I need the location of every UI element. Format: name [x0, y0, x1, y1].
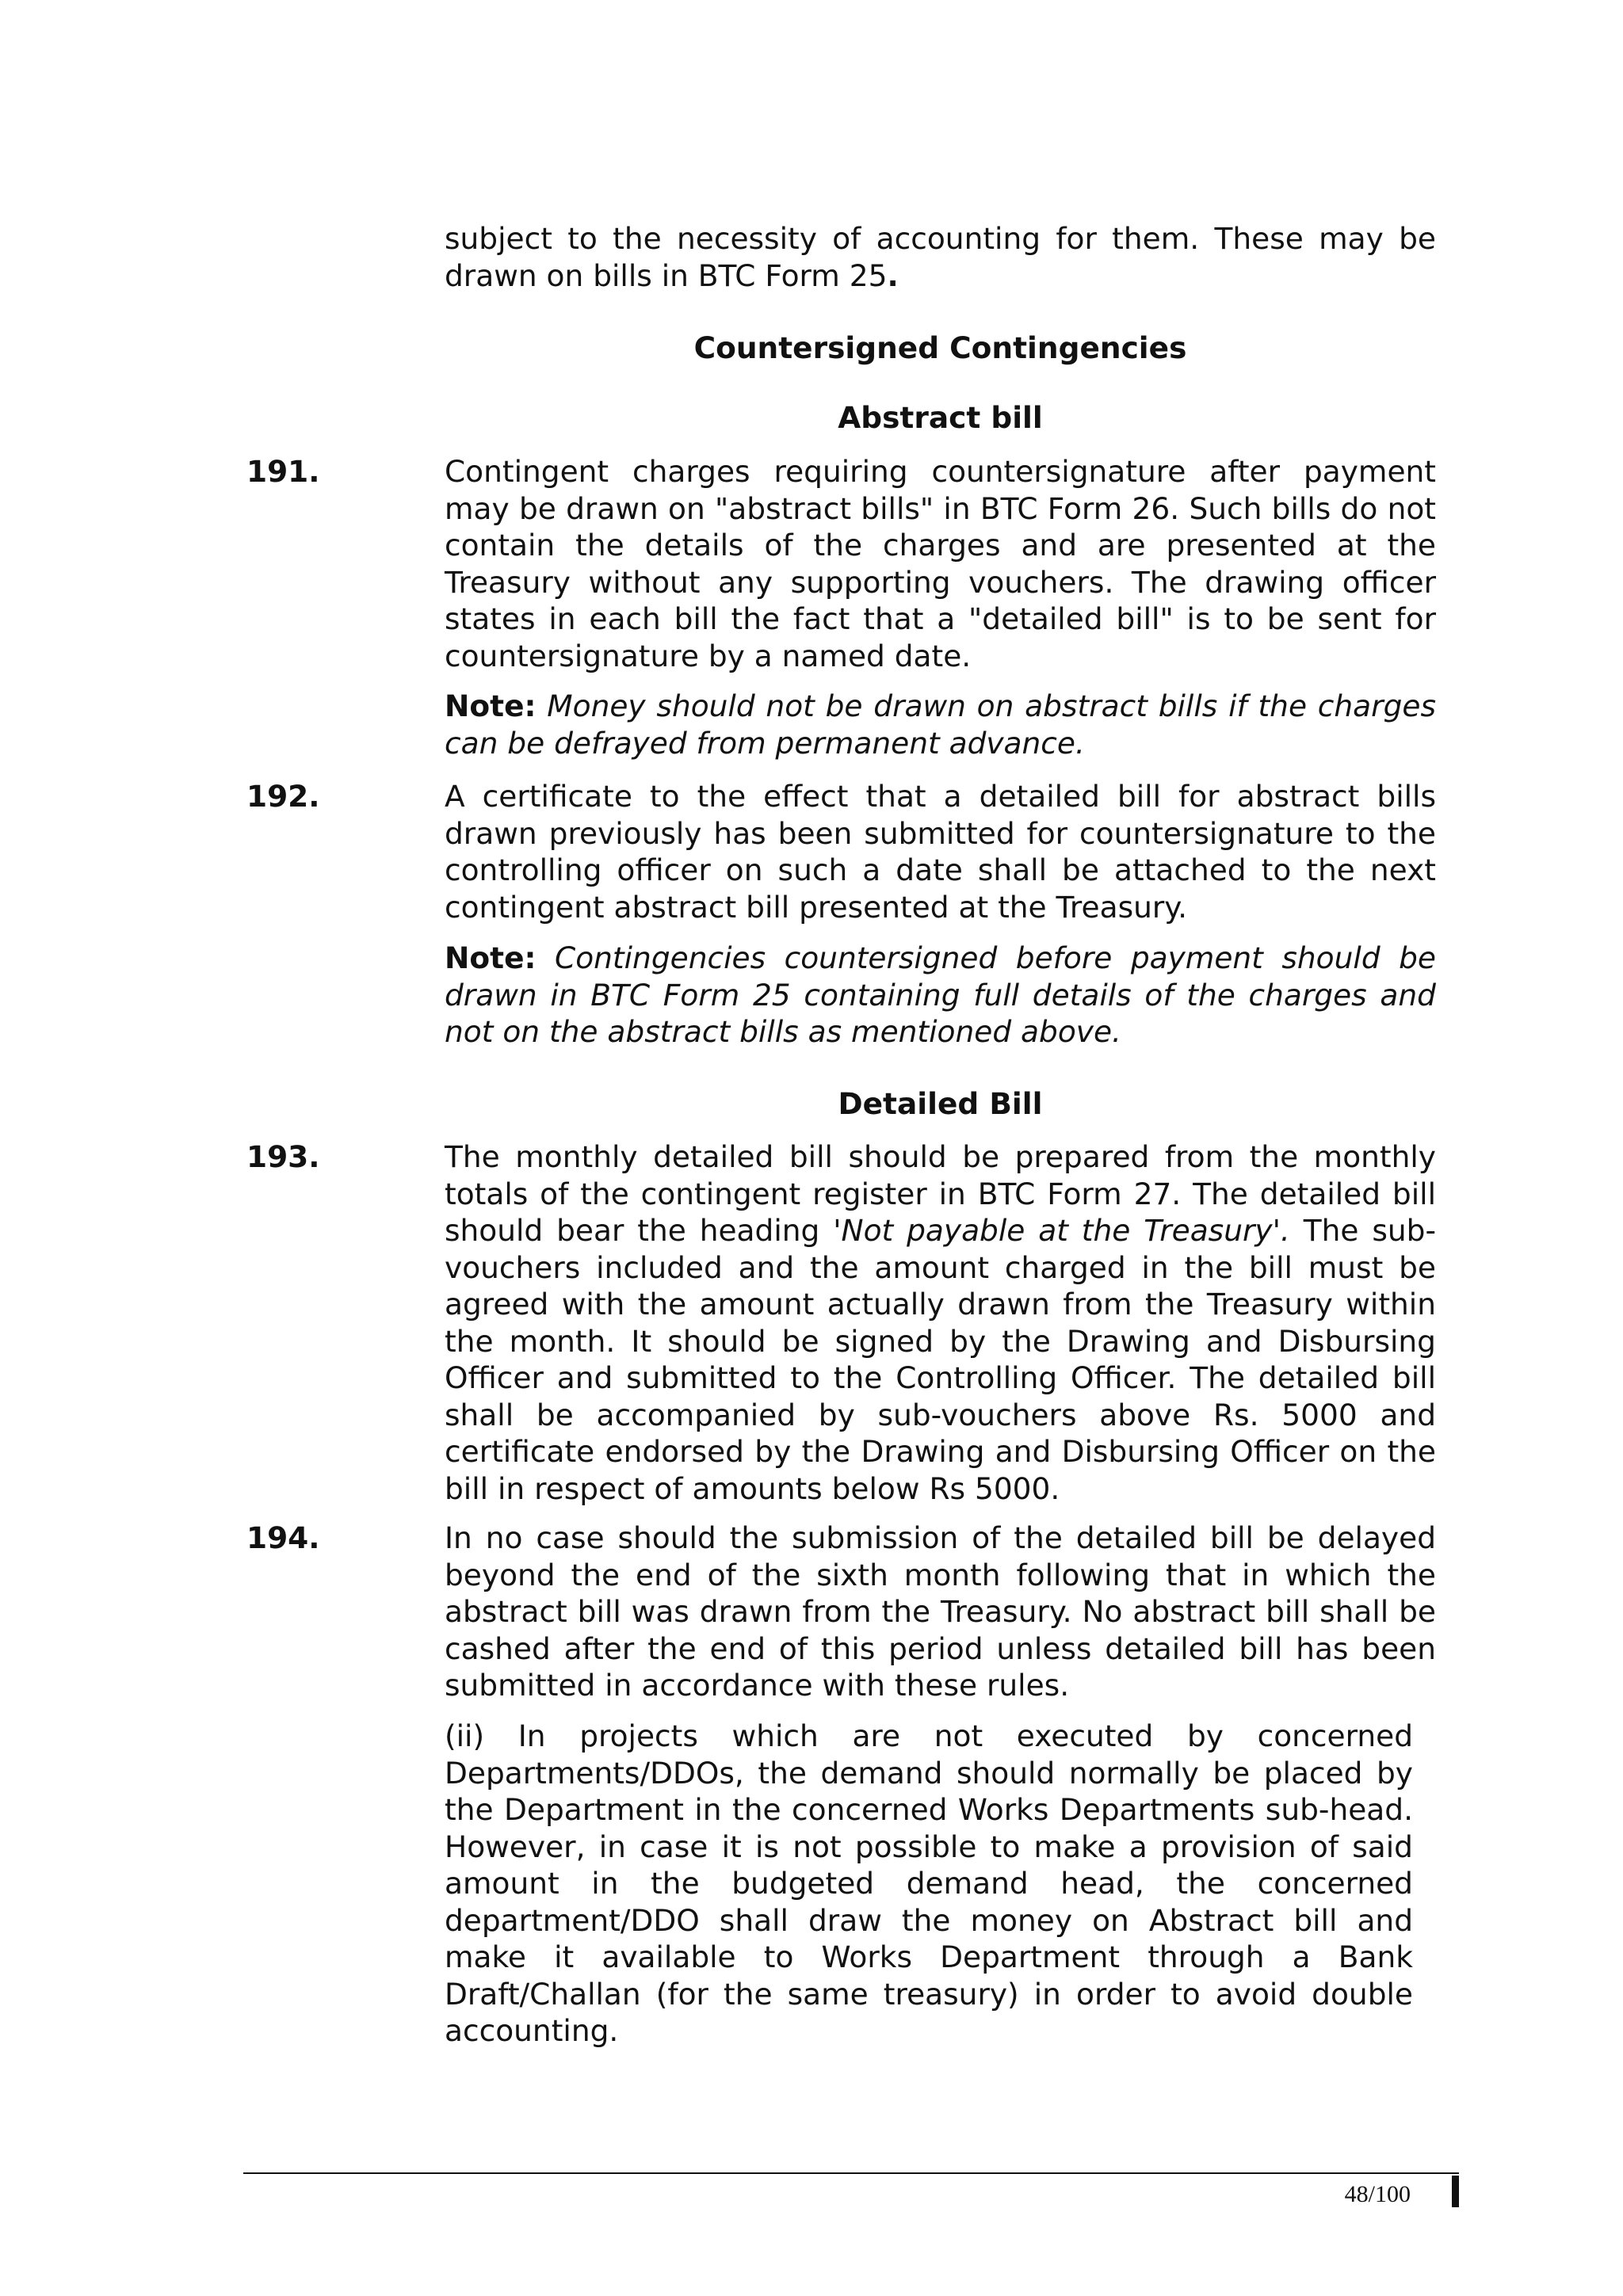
paragraph-191: Contingent charges requiring countersignature after payment may be drawn on "abstract bills" in BTC Form 26. Such bills do not contain the details of the charges and are presented at the Treasury without any supporting vouchers. The drawing officer states in each bill the fact that a "detailed bill" is to be sent for countersignature by a named date. [445, 454, 1436, 673]
intro-end: . [887, 257, 899, 293]
paragraph-number-191: 191. [246, 454, 320, 489]
footer-divider [243, 2172, 1459, 2174]
paragraph-194: In no case should the submission of the detailed bill be delayed beyond the end of the sixth month following that in which the abstract bill was drawn from the Treasury. No abstract bill shall be cashed after the end of this period unless detailed bill has been submitted in accordance with these rules. [445, 1520, 1436, 1703]
heading-detailed-bill: Detailed Bill [838, 1086, 1043, 1121]
note-text: Money should not be drawn on abstract bills if the charges can be defrayed from permanent advance. [445, 688, 1436, 761]
intro-paragraph [445, 220, 1436, 294]
paragraph-192: A certificate to the effect that a detailed bill for abstract bills drawn previously has been submitted for countersignature to the controlling officer on such a date shall be attached to the next contingent abstract bill presented at the Treasury. [445, 779, 1436, 925]
paragraph-number-192: 192. [246, 779, 320, 814]
footer-bar-marker [1452, 2176, 1459, 2207]
paragraph-number-194: 194. [246, 1520, 320, 1555]
paragraph-number-193: 193. [246, 1139, 320, 1174]
note-192 [445, 940, 1436, 1051]
paragraph-194-subclause-ii: (ii) In projects which are not executed by concerned Departments/DDOs, the demand should normally be placed by the Department in the concerned Works Departments sub-head. However, in case it is not possible to make a provision of said amount in the budgeted demand head, the concerned department/DDO shall draw the money on Abstract bill and make it available to Works Department through a Bank Draft/Challan (for the same treasury) in order to avoid double accounting. [445, 1718, 1413, 2048]
intro-text: subject to the necessity of accounting for them. These may be drawn on bills in BTC Form 25 [445, 221, 1436, 293]
note-label: Note: [445, 688, 537, 723]
note-label: Note: [445, 940, 537, 975]
paragraph-193-text-a: The monthly detailed bill should be prepared from the monthly totals of the contingent register in BTC Form 27. The detailed bill should bear the heading [445, 1139, 1436, 1248]
note-text: Contingencies countersigned before payment should be drawn in BTC Form 25 containing full details of the charges and not on the abstract bills as mentioned above. [445, 940, 1437, 1049]
paragraph-193-italic-heading: 'Not payable at the Treasury'. [833, 1213, 1290, 1248]
paragraph-193-text-b: The sub-vouchers included and the amount charged in the bill must be agreed with the amount actually drawn from the Treasury within the month. It should be signed by the Drawing and Disbursing Officer and submitted to the Controlling Officer. The detailed bill shall be accompanied by sub-vouchers above Rs. 5000 and certificate endorsed by the Drawing and Disbursing Officer on the bill in respect of amounts below Rs 5000. [445, 1213, 1436, 1506]
note-191 [445, 688, 1436, 761]
heading-countersigned-contingencies: Countersigned Contingencies [693, 330, 1187, 365]
heading-abstract-bill: Abstract bill [838, 400, 1043, 435]
page-number: 48/100 [1344, 2181, 1411, 2207]
paragraph-193 [445, 1138, 1436, 1507]
